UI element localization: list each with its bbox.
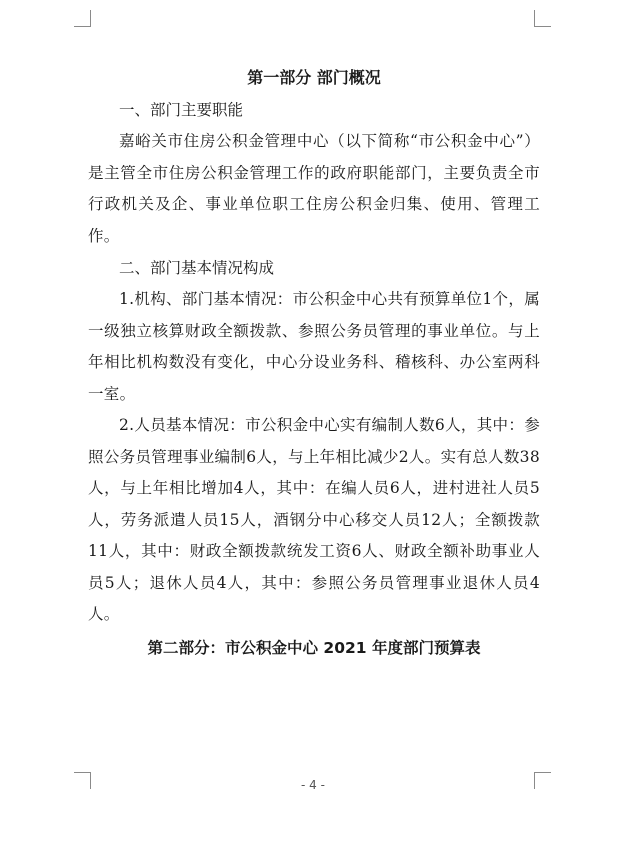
item1-paragraph: 1.机构、部门基本情况：市公积金中心共有预算单位1个，属一级独立核算财政全额拨款、参照公务员管理的事业单位。与上年相比机构数没有变化，中心分设业务科、稽核科、办公室两科一室。 <box>88 290 540 403</box>
item2-paragraph: 2.人员基本情况：市公积金中心实有编制人数6人，其中：参照公务员管理事业编制6人，与上年相比减少2人。实有总人数38人，与上年相比增加4人，其中：在编人员6人，进村进社人员5人，劳务派遣人员15人，酒钢分中心移交人员12人；全额拨款11人，其中：财政全额拨款统发工资6人、财政全额补助事业人员5人；退休人员4人，其中：参照公务员管理事业退休人员4人。 <box>88 416 540 623</box>
part2-title: 第二部分：市公积金中心 2021 年度部门预算表 <box>147 638 481 657</box>
crop-mark-top-right <box>534 10 551 27</box>
page-number: - 4 - <box>301 778 325 792</box>
section1-heading: 一、部门主要职能 <box>119 101 244 119</box>
document-page <box>88 62 540 663</box>
part1-title: 第一部分 部门概况 <box>247 68 381 87</box>
section2-heading: 二、部门基本情况构成 <box>119 259 275 277</box>
crop-mark-top-left <box>74 10 91 27</box>
section1-paragraph: 嘉峪关市住房公积金管理中心（以下简称“市公积金中心”）是主管全市住房公积金管理工作的政府职能部门，主要负责全市行政机关及企、事业单位职工住房公积金归集、使用、管理工作。 <box>88 132 540 245</box>
